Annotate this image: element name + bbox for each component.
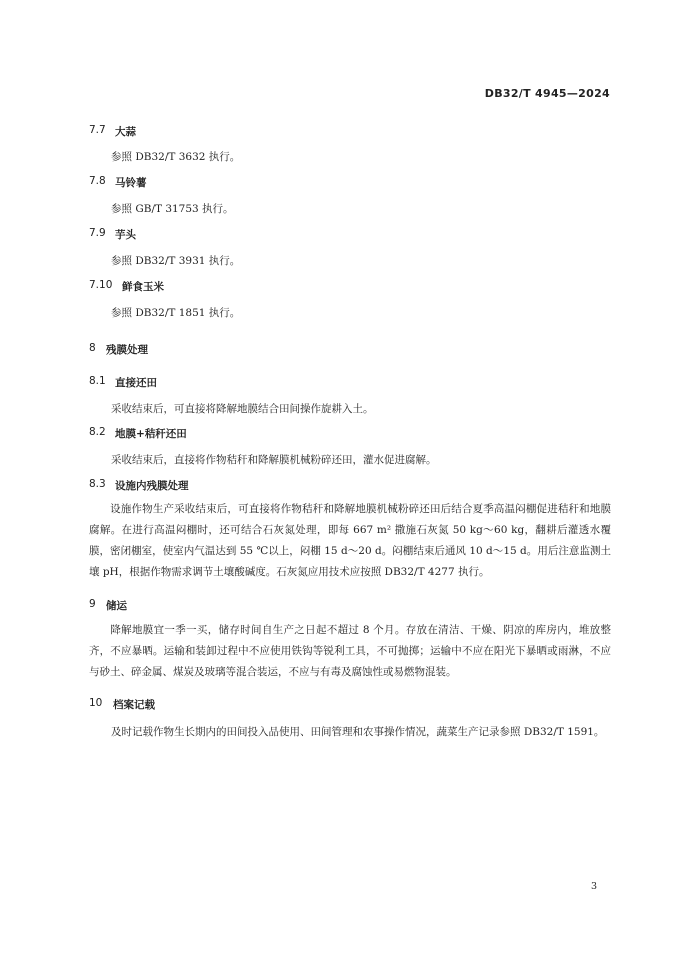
document-id-header: DB32/T 4945—2024 [484, 87, 610, 100]
section-body-8-3-text: 设施作物生产采收结束后，可直接将作物秸秆和降解地膜机械粉碎还田后结合夏季高温闷棚促进秸秆和地膜腐解。在进行高温闷棚时，还可结合石灰氮处理，即每 667 m² 撒施石灰氮 50 kg～60 kg，翻耕后灌透水覆膜，密闭棚室，使室内气温达到 55 ℃以上，闷棚 15 d～20 d。闷棚结束后通风 10 d～15 d。用后注意监测土壤 pH，根据作物需求调节土壤酸碱度。石灰氮应用技术应按照 DB32/T 4277 执行。 [89, 503, 611, 578]
section-title-8-1: 直接还田 [115, 377, 157, 389]
section-body-7-10: 参照 DB32/T 1851 执行。 [111, 307, 241, 319]
section-body-8-2: 采收结束后，直接将作物秸秆和降解膜机械粉碎还田，灌水促进腐解。 [111, 454, 437, 466]
section-title-8-2: 地膜+秸秆还田 [115, 428, 187, 440]
section-number-8-1: 8.1 [89, 375, 106, 387]
section-title-8-3: 设施内残膜处理 [115, 480, 189, 492]
page-number: 3 [591, 881, 598, 892]
section-number-9: 9 [89, 598, 96, 610]
section-title-7-8: 马铃薯 [115, 177, 147, 189]
section-body-8-1: 采收结束后，可直接将降解地膜结合田间操作旋耕入土。 [111, 403, 374, 415]
section-body-7-8: 参照 GB/T 31753 执行。 [111, 203, 234, 215]
section-number-10: 10 [89, 697, 103, 709]
section-body-9-text: 降解地膜宜一季一买，储存时间自生产之日起不超过 8 个月。存放在清洁、干燥、阴凉的库房内，堆放整齐，不应暴晒。运输和装卸过程中不应使用铁钩等锐利工具，不可抛掷；运输中不应在阳光下暴晒或雨淋，不应与砂土、碎金属、煤炭及玻璃等混合装运，不应与有毒及腐蚀性或易燃物混装。 [89, 624, 611, 678]
section-title-8: 残膜处理 [106, 344, 148, 356]
section-number-8-2: 8.2 [89, 426, 106, 438]
section-number-8: 8 [89, 342, 96, 354]
section-number-7-8: 7.8 [89, 175, 106, 187]
section-number-7-9: 7.9 [89, 227, 106, 239]
section-body-10: 及时记载作物生长期内的田间投入品使用、田间管理和农事操作情况，蔬菜生产记录参照 DB32/T 1591。 [111, 726, 605, 738]
section-title-9: 储运 [106, 600, 127, 612]
section-title-10: 档案记载 [113, 699, 155, 711]
section-body-7-9: 参照 DB32/T 3931 执行。 [111, 255, 241, 267]
section-body-7-7: 参照 DB32/T 3632 执行。 [111, 151, 241, 163]
section-title-7-10: 鲜食玉米 [122, 281, 164, 293]
section-body-9 [89, 620, 611, 683]
section-number-7-10: 7.10 [89, 279, 113, 291]
section-number-8-3: 8.3 [89, 478, 106, 490]
section-number-7-7: 7.7 [89, 124, 106, 136]
section-body-8-3 [89, 499, 611, 583]
section-title-7-7: 大蒜 [115, 126, 136, 138]
section-title-7-9: 芋头 [115, 229, 136, 241]
